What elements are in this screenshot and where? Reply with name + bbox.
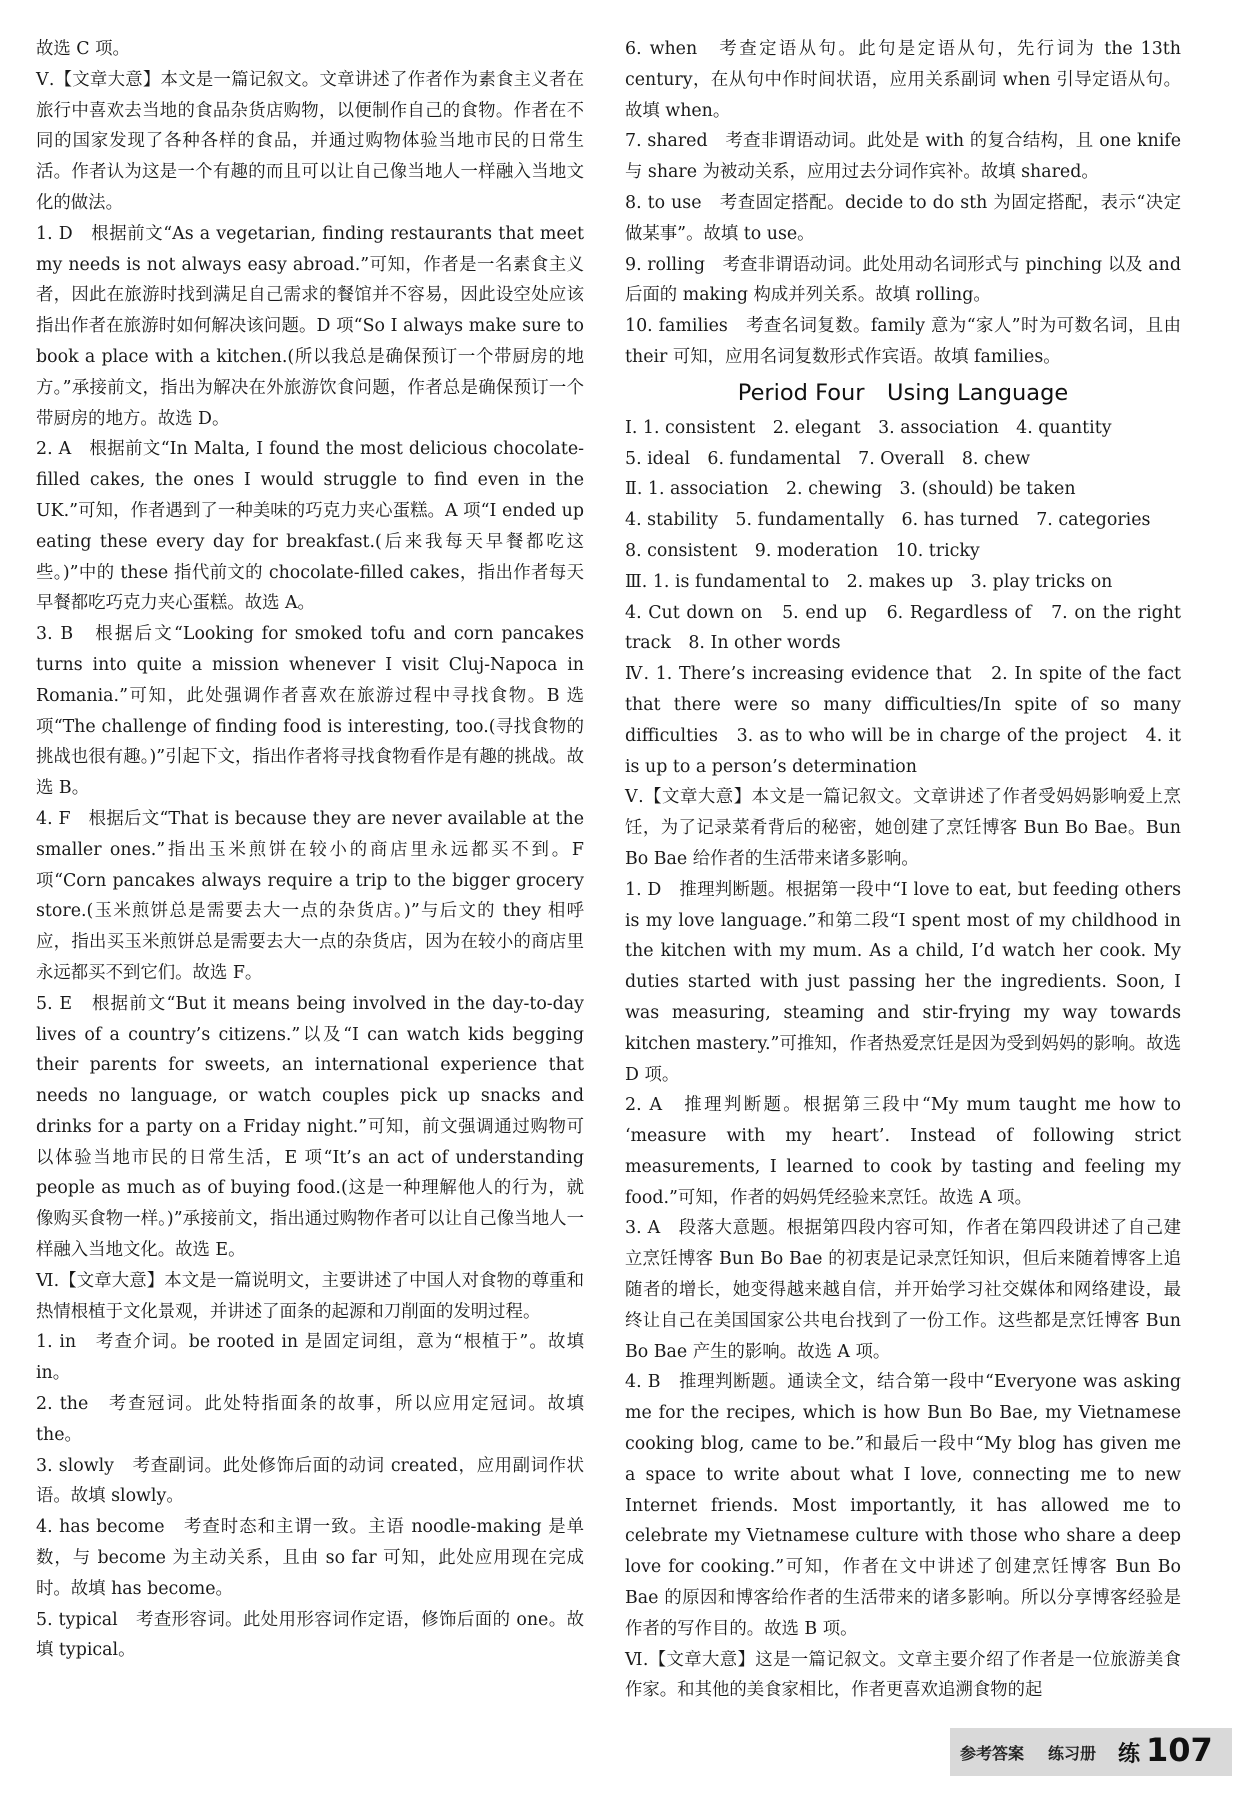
page-number: 107 [1146, 1731, 1213, 1769]
answer-item: 4. B 推理判断题。通读全文，结合第一段中“Everyone was asking me for the recipes, which is how Bun Bo Bae, my Vietnamese cooking blog, came to be.”和最后一段中“My blog has given me a space to write about what I love, connecting me to new Internet friends. Most importantly, it has allowed me to celebrate my Vietnamese culture with those who share a deep love for cooking.”可知，作者在文中讲述了创建烹饪博客 Bun Bo Bae 的原因和博客给作者的生活带来的诸多影响。所以分享博客经验是作者的写作目的。故选 B 项。 [625, 1372, 1181, 1639]
answer-item: 3. B 根据后文“Looking for smoked tofu and corn pancakes turns into quite a mission whenever I visit Cluj-Napoca in Romania.”可知，此处强调作者喜欢在旅游过程中寻找食物。B 选项“The challenge of finding food is interesting, too.(寻找食物的挑战也很有趣。)”引起下文，指出作者将寻找食物看作是有趣的挑战。故选 B。 [36, 624, 584, 799]
answer-item: 9. rolling 考查非谓语动词。此处用动名词形式与 pinching 以及 and 后面的 making 构成并列关系。故填 rolling。 [625, 254, 1181, 306]
page-footer [950, 1728, 1232, 1776]
vocab-line: 5. ideal 6. fundamental 7. Overall 8. chew [625, 448, 1031, 469]
answer-item: 5. typical 考查形容词。此处用形容词作定语，修饰后面的 one。故填 typical。 [36, 1609, 584, 1661]
answer-item: 8. to use 考查固定搭配。decide to do sth 为固定搭配，表示“决定做某事”。故填 to use。 [625, 192, 1181, 244]
answer-item: 4. has become 考查时态和主谓一致。主语 noodle-making 是单数，与 become 为主动关系，且由 so far 可知，此处应用现在完成时。故填 has become。 [36, 1517, 584, 1599]
vocab-line: 4. stability 5. fundamentally 6. has turned 7. categories [625, 510, 1151, 531]
answer-item: 2. A 根据前文“In Malta, I found the most delicious chocolate-filled cakes, the ones I would struggle to find even in the UK.”可知，作者遇到了一种美味的巧克力夹心蛋糕。A 项“I ended up eating these every day for breakfast.(后来我每天早餐都吃这些。)”中的 these 指代前文的 chocolate-filled cakes，指出作者每天早餐都吃巧克力夹心蛋糕。故选 A。 [36, 439, 584, 614]
right-column [625, 34, 1181, 1706]
answer-item: 5. E 根据前文“But it means being involved in the day-to-day lives of a country’s citizens.”以及“I can watch kids begging their parents for sweets, an international experience that needs no language, or watch couples pick up snacks and drinks for a party on a Friday night.”可知，前文强调通过购物可以体验当地市民的日常生活，E 项“It’s an act of understanding people as much as of buying food.(这是一种理解他人的行为，就像购买食物一样。)”承接前文，指出通过购物作者可以让自己像当地人一样融入当地文化。故选 E。 [36, 993, 584, 1261]
answer-item: 6. when 考查定语从句。此句是定语从句，先行词为 the 13th century，在从句中作时间状语，应用关系副词 when 引导定语从句。故填 when。 [625, 39, 1181, 121]
answer-item: 2. the 考查冠词。此处特指面条的故事，所以应用定冠词。故填 the。 [36, 1394, 584, 1445]
section-title: Period Four Using Language [737, 379, 1069, 406]
vocab-line: Ⅰ. 1. consistent 2. elegant 3. association 4. quantity [625, 417, 1112, 438]
text-line: 故选 C 项。 [36, 39, 130, 59]
answer-item: 10. families 考查名词复数。family 意为“家人”时为可数名词，且由 their 可知，应用名词复数形式作宾语。故填 families。 [625, 316, 1181, 367]
answer-item: 1. D 推理判断题。根据第一段中“I love to eat, but feeding others is my love language.”和第二段“I spent most of my childhood in the kitchen with my mum. As a child, I’d watch her cook. My duties started with just passing her the ingredients. Soon, I was measuring, steaming and stir-frying my way towards kitchen mastery.”可推知，作者热爱烹饪是因为受到妈妈的影响。故选 D 项。 [625, 879, 1181, 1085]
answer-item: 1. D 根据前文“As a vegetarian, finding restaurants that meet my needs is not always easy abroad.”可知，作者是一名素食主义者，因此在旅游时找到满足自己需求的餐馆并不容易，因此设空处应该指出作者在旅游时如何解决该问题。D 项“So I always make sure to book a place with a kitchen.(所以我总是确保预订一个带厨房的地方。”承接前文，指出为解决在外旅游饮食问题，作者总是确保预订一个带厨房的地方。故选 D。 [36, 223, 584, 429]
vocab-line: Ⅲ. 1. is fundamental to 2. makes up 3. play tricks on [625, 571, 1113, 592]
vocab-line: 4. Cut down on 5. end up 6. Regardless of 7. on the right track 8. In other words [625, 602, 1181, 654]
footer-label-practice: 练 [1118, 1742, 1141, 1767]
answer-item: 1. in 考查介词。be rooted in 是固定词组，意为“根植于”。故填 in。 [36, 1332, 584, 1384]
vocab-line: Ⅳ. 1. There’s increasing evidence that 2. In spite of the fact that there were so many difficulties/In spite of so many difficulties 3. as to who will be in charge of the project 4. it is up to a person’s determination [625, 664, 1181, 777]
summary-paragraph: Ⅴ.【文章大意】本文是一篇记叙文。文章讲述了作者作为素食主义者在旅行中喜欢去当地的食品杂货店购物，以便制作自己的食物。作者在不同的国家发现了各种各样的食品，并通过购物体验当地市民的日常生活。作者认为这是一个有趣的而且可以让自己像当地人一样融入当地文化的做法。 [36, 69, 584, 213]
summary-paragraph: Ⅵ.【文章大意】本文是一篇说明文，主要讲述了中国人对食物的尊重和热情根植于文化景观，并讲述了面条的起源和刀削面的发明过程。 [36, 1270, 584, 1322]
vocab-line: Ⅱ. 1. association 2. chewing 3. (should) be taken [625, 479, 1076, 500]
footer-label-answers: 参考答案 [960, 1744, 1025, 1763]
answer-item: 4. F 根据后文“That is because they are never available at the smaller ones.”指出玉米煎饼在较小的商店里永远都买不到。F 项“Corn pancakes always require a trip to the bigger grocery store.(玉米煎饼总是需要去大一点的杂货店。)”与后文的 they 相呼应，指出买玉米煎饼总是需要去大一点的杂货店，因为在较小的商店里永远都买不到它们。故选 F。 [36, 808, 584, 983]
answer-item: 3. A 段落大意题。根据第四段内容可知，作者在第四段讲述了自己建立烹饪博客 Bun Bo Bae 的初衷是记录烹饪知识，但后来随着博客上追随者的增长，她变得越来越自信，并开始学习社交媒体和网络建设，最终让自己在美国国家公共电台找到了一份工作。这些都是烹饪博客 Bun Bo Bae 产生的影响。故选 A 项。 [625, 1218, 1181, 1362]
answer-item: 7. shared 考查非谓语动词。此处是 with 的复合结构，且 one knife 与 share 为被动关系，应用过去分词作宾补。故填 shared。 [625, 131, 1181, 183]
summary-paragraph: Ⅵ.【文章大意】这是一篇记叙文。文章主要介绍了作者是一位旅游美食作家。和其他的美食家相比，作者更喜欢追溯食物的起 [625, 1649, 1181, 1701]
footer-label-workbook: 练习册 [1048, 1744, 1097, 1763]
left-column [36, 34, 584, 1666]
answer-item: 3. slowly 考查副词。此处修饰后面的动词 created，应用副词作状语。故填 slowly。 [36, 1455, 584, 1507]
summary-paragraph: Ⅴ.【文章大意】本文是一篇记叙文。文章讲述了作者受妈妈影响爱上烹饪，为了记录菜肴背后的秘密，她创建了烹饪博客 Bun Bo Bae。Bun Bo Bae 给作者的生活带来诸多影响。 [625, 787, 1181, 869]
answer-item: 2. A 推理判断题。根据第三段中“My mum taught me how to ‘measure with my heart’. Instead of following strict measurements, I learned to cook by tasting and feeling my food.”可知，作者的妈妈凭经验来烹饪。故选 A 项。 [625, 1095, 1181, 1208]
vocab-line: 8. consistent 9. moderation 10. tricky [625, 540, 980, 561]
